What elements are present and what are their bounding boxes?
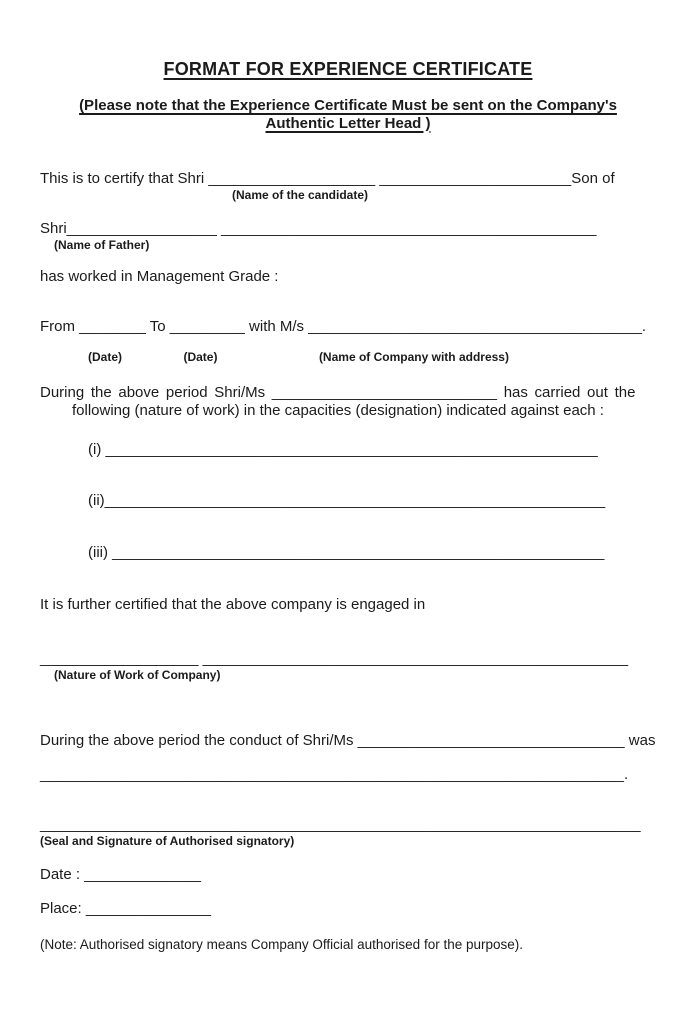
work-paragraph-line2: following (nature of work) in the capacities (designation) indicated against each : — [72, 402, 604, 419]
period-labels-row — [40, 348, 656, 366]
seal-signature-label: (Seal and Signature of Authorised signatory) — [40, 834, 295, 848]
work-paragraph-line1: During the above period Shri/Ms ___________________________ has carried out the — [40, 384, 636, 401]
authorised-signatory-note: (Note: Authorised signatory means Company Official authorised for the purpose). — [40, 937, 524, 952]
company-engaged-line: It is further certified that the above company is engaged in — [40, 596, 426, 613]
management-grade-line: has worked in Management Grade : — [40, 268, 279, 285]
work-item-iii: (iii) ___________________________________________________________ — [88, 544, 605, 561]
document-subtitle: (Please note that the Experience Certificate Must be sent on the Company's Authentic Letter Head ) — [79, 97, 617, 132]
place-line: Place: _______________ — [40, 900, 211, 917]
work-item-i: (i) ___________________________________________________________ — [88, 441, 598, 458]
employment-period-line: From ________ To _________ with M/s ________________________________________. — [40, 318, 647, 335]
work-item-ii: (ii)____________________________________________________________ — [88, 492, 606, 509]
conduct-blank-line: ______________________________________________________________________. — [40, 766, 629, 783]
date-to-label: (Date) — [183, 350, 218, 364]
father-name-label: (Name of Father) — [54, 238, 150, 252]
father-name-line: Shri__________________ _____________________________________________ — [40, 220, 597, 237]
nature-of-work-line: ___________________ ___________________________________________________ — [40, 650, 629, 667]
conduct-line: During the above period the conduct of Shri/Ms ________________________________ was — [40, 732, 656, 749]
company-name-label: (Name of Company with address) — [318, 350, 509, 364]
date-from-label: (Date) — [88, 350, 123, 364]
document-title: FORMAT FOR EXPERIENCE CERTIFICATE — [163, 59, 533, 79]
seal-signature-line: ________________________________________________________________________ — [40, 816, 641, 833]
nature-of-work-label: (Nature of Work of Company) — [54, 668, 221, 682]
certify-candidate-line: This is to certify that Shri ____________________ _______________________Son of — [40, 170, 615, 187]
date-line: Date : ______________ — [40, 866, 201, 883]
candidate-name-label: (Name of the candidate) — [232, 188, 369, 202]
